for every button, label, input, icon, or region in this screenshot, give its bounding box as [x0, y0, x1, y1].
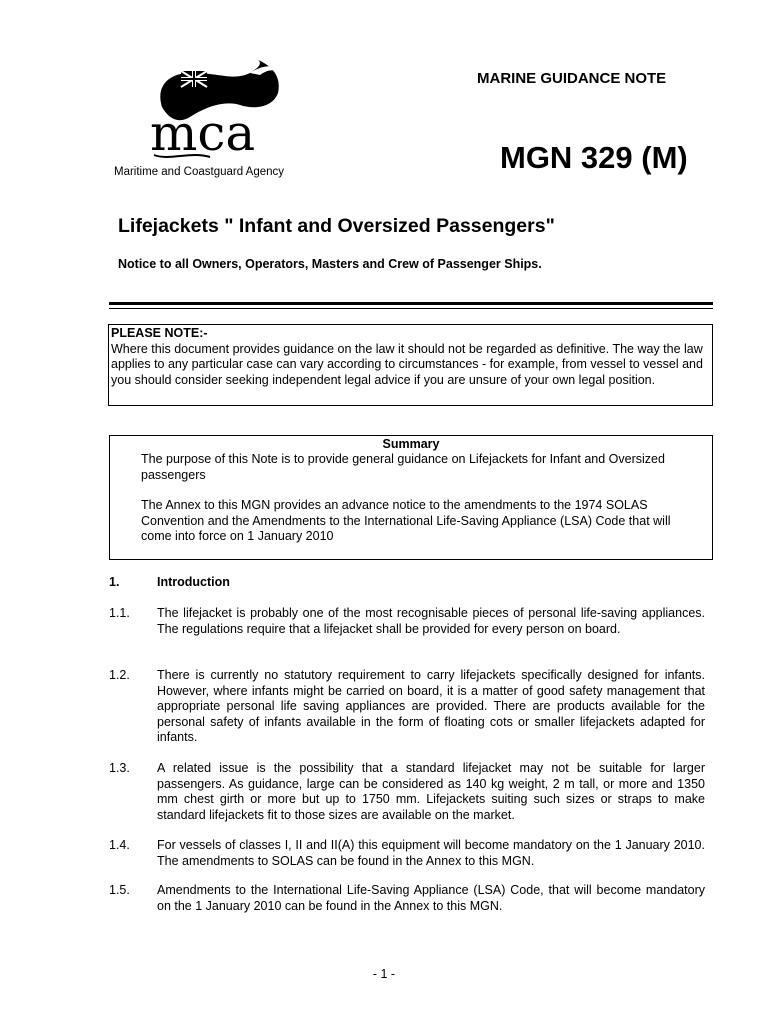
guidance-label: MARINE GUIDANCE NOTE	[477, 70, 667, 87]
paragraph-number: 1.3.	[109, 761, 130, 775]
document-subtitle: Notice to all Owners, Operators, Masters and Crew of Passenger Ships.	[118, 257, 542, 271]
please-note-heading: PLEASE NOTE:-	[111, 326, 208, 340]
paragraph-text: For vessels of classes I, II and II(A) this equipment will become mandatory on the 1 January 2010. The amendments to SOLAS can be found in the Annex to this MGN.	[157, 838, 705, 868]
please-note-box	[108, 324, 713, 406]
paragraph-text: Amendments to the International Life-Saving Appliance (LSA) Code, that will become mandatory on the 1 January 2010 can be found in the Annex to this MGN.	[157, 883, 705, 913]
paragraph-number: 1.5.	[109, 883, 130, 897]
paragraph-number: 1.2.	[109, 668, 130, 682]
document-title: Lifejackets " Infant and Oversized Passengers"	[118, 215, 555, 237]
section-number: 1.	[109, 575, 120, 589]
summary-title: Summary	[382, 437, 440, 451]
paragraph-text: The lifejacket is probably one of the most recognisable pieces of personal life-saving appliances. The regulations require that a lifejacket shall be provided for every person on board.	[157, 606, 705, 636]
summary-box	[109, 435, 713, 560]
union-flag-icon	[181, 71, 207, 87]
mgn-number: MGN 329 (M)	[500, 140, 688, 175]
title-divider	[109, 302, 713, 309]
logo-caption: Maritime and Coastguard Agency	[114, 166, 285, 178]
logo-letters: mca	[150, 104, 256, 162]
paragraph-number: 1.4.	[109, 838, 130, 852]
page-number: - 1 -	[372, 967, 396, 981]
paragraph-text: There is currently no statutory requirement to carry lifejackets specifically designed for infants. However, where infants might be carried on board, it is a matter of good safety management that appropriate personal life saving appliances are provided. There are products available for the personal safety of infants available in the form of floating cots or smaller lifejackets adapted for infants.	[157, 668, 705, 745]
please-note-body: Where this document provides guidance on the law it should not be regarded as definitive. The way the law applies to any particular case can vary according to circumstances - for example, from vessel to vessel and you should consider seeking independent legal advice if you are unsure of your own legal position.	[111, 341, 703, 387]
paragraph-number: 1.1.	[109, 606, 130, 620]
paragraph-text: A related issue is the possibility that a standard lifejacket may not be suitable for larger passengers. As guidance, large can be considered as 140 kg weight, 2 m tall, or more and 1350 mm chest girth or more but up to 1750 mm. Lifejackets suiting such sizes or straps to make standard lifejackets fit to those sizes are available on the market.	[157, 761, 705, 822]
summary-paragraph: The purpose of this Note is to provide general guidance on Lifejackets for Infant and Oversized passengers	[141, 452, 665, 482]
summary-paragraph: The Annex to this MGN provides an advance notice to the amendments to the 1974 SOLAS Convention and the Amendments to the International Life-Saving Appliance (LSA) Code that will come into force on 1 January 2010	[141, 498, 671, 543]
section-title: Introduction	[157, 575, 230, 589]
